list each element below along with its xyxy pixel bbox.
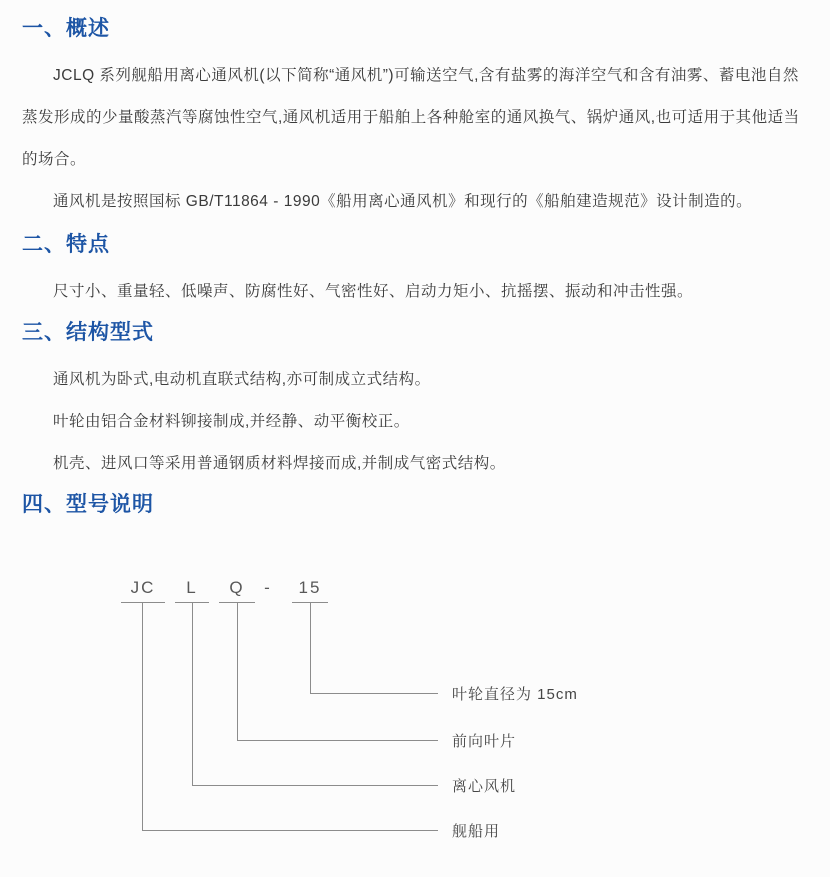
model-code-size: 15: [292, 574, 328, 603]
leader-line-horizontal-size: [310, 693, 438, 694]
section-heading-structure: 三、结构型式: [22, 321, 154, 344]
leader-line-vertical-l: [192, 603, 193, 785]
overview-paragraph-1: JCLQ 系列舰船用离心通风机(以下简称“通风机”)可输送空气,含有盐雾的海洋空气和含有油雾、蓄电池自然蒸发形成的少量酸蒸汽等腐蚀性空气,通风机适用于船舶上各种舱室的通风换气、锅炉通风,也可适用于其他适当的场合。: [22, 67, 800, 168]
model-code-jc: JC: [121, 574, 165, 603]
structure-paragraph-3: 机壳、进风口等采用普通钢质材料焊接而成,并制成气密式结构。: [53, 455, 506, 472]
leader-line-horizontal-q: [237, 740, 438, 741]
diagram-label-naval-use: 舰船用: [452, 823, 501, 840]
diagram-label-centrifugal-fan: 离心风机: [452, 778, 517, 795]
section-heading-overview: 一、概述: [22, 17, 110, 40]
structure-paragraph-1: 通风机为卧式,电动机直联式结构,亦可制成立式结构。: [53, 371, 431, 388]
features-paragraph: 尺寸小、重量轻、低噪声、防腐性好、气密性好、启动力矩小、抗摇摆、振动和冲击性强。: [53, 283, 694, 300]
leader-line-vertical-jc: [142, 603, 143, 830]
leader-line-vertical-q: [237, 603, 238, 740]
structure-paragraph-2: 叶轮由铝合金材料铆接制成,并经静、动平衡校正。: [53, 413, 410, 430]
model-designation-diagram: [0, 560, 830, 877]
diagram-label-forward-blades: 前向叶片: [452, 733, 517, 750]
model-code-q: Q: [219, 574, 255, 603]
model-code-dash: -: [264, 578, 272, 597]
model-code-l: L: [175, 574, 209, 603]
diagram-label-impeller-diameter: 叶轮直径为 15cm: [452, 686, 578, 703]
section-heading-model-designation: 四、型号说明: [22, 493, 154, 516]
section-heading-features: 二、特点: [22, 233, 110, 256]
overview-paragraph-2: 通风机是按照国标 GB/T11864 - 1990《船用离心通风机》和现行的《船舶建造规范》设计制造的。: [53, 193, 753, 210]
leader-line-horizontal-jc: [142, 830, 438, 831]
leader-line-vertical-size: [310, 603, 311, 693]
leader-line-horizontal-l: [192, 785, 438, 786]
